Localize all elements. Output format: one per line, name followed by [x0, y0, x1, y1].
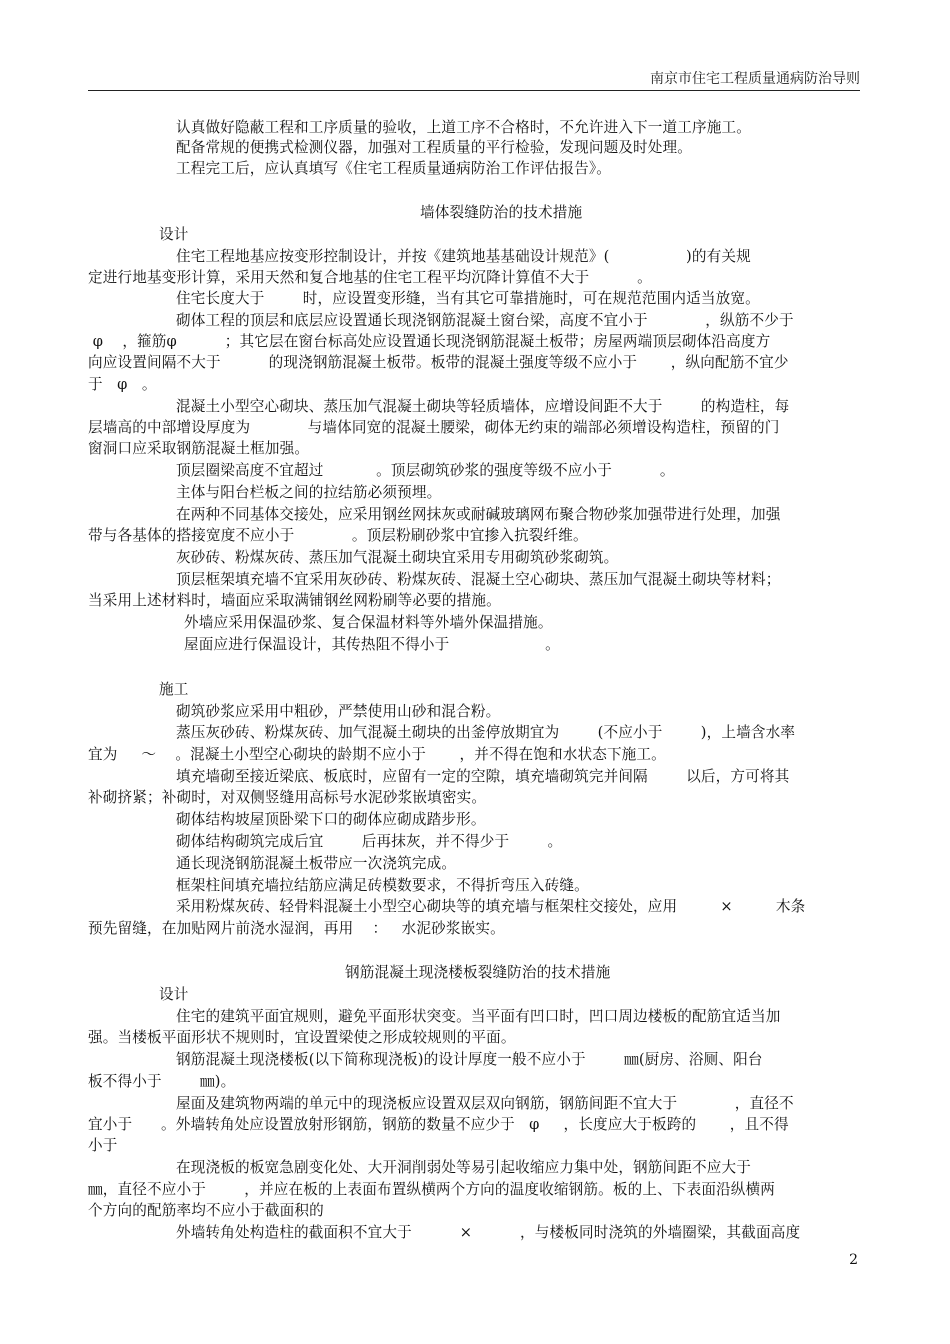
text-line: 工程完工后，应认真填写《住宅工程质量通病防治工作评估报告》。 — [176, 160, 612, 177]
page-header — [88, 68, 860, 91]
text-line: 认真做好隐蔽工程和工序质量的验收，上道工序不合格时，不允许进入下一道工序施工。 — [176, 119, 752, 136]
text-line: 混凝土小型空心砌块、蒸压加气混凝土砌块等轻质墙体，应增设间距不大于 的构造柱，每 — [176, 398, 790, 415]
text-line: 砌体结构坡屋顶卧梁下口的砌体应砌成踏步形。 — [176, 811, 486, 828]
text-line: 外墙转角处构造柱的截面积不宜大于 × ，与楼板同时浇筑的外墙圈梁，其截面高度 — [176, 1224, 801, 1241]
text-line: 顶层圈梁高度不宜超过 。顶层砌筑砂浆的强度等级不应小于 。 — [176, 462, 675, 479]
text-line: 带与各基体的搭接宽度不应小于 。顶层粉刷砂浆中宜掺入抗裂纤维。 — [88, 527, 588, 544]
text-line: 在现浇板的板宽急剧变化处、大开洞削弱处等易引起收缩应力集中处，钢筋间距不应大于 — [176, 1159, 752, 1176]
text-line: 小于 — [88, 1137, 118, 1154]
text-line: 屋面应进行保温设计，其传热阻不得小于 。 — [184, 636, 560, 653]
text-line: 当采用上述材料时，墙面应采取满铺钢丝网粉刷等必要的措施。 — [88, 592, 501, 609]
text-line: 住宅工程地基应按变形控制设计，并按《建筑地基基础设计规范》( )的有关规 — [176, 248, 751, 265]
text-line: 配备常规的便携式检测仪器，加强对工程质量的平行检验，发现问题及时处理。 — [176, 139, 693, 156]
text-line: 定进行地基变形计算，采用天然和复合地基的住宅工程平均沉降计算值不大于 。 — [88, 269, 652, 286]
text-line: 砌筑砂浆应采用中粗砂，严禁使用山砂和混合粉。 — [176, 703, 501, 720]
text-line: 预先留缝，在加贴网片前浇水湿润，再用 ： 水泥砂浆嵌实。 — [88, 920, 505, 937]
text-line: 宜为 ～ 。混凝土小型空心砌块的龄期不应小于 ，并不得在饱和水状态下施工。 — [88, 746, 666, 763]
text-line: 施工 — [159, 681, 189, 698]
header-title: 南京市住宅工程质量通病防治导则 — [650, 71, 860, 87]
text-line: 灰砂砖、粉煤灰砖、蒸压加气混凝土砌块宜采用专用砌筑砂浆砌筑。 — [176, 549, 619, 566]
text-line: 向应设置间隔不大于 的现浇钢筋混凝土板带。板带的混凝土强度等级不应小于 ，纵向配筋不宜少 — [88, 354, 789, 371]
text-line: ㎜，直径不应小于 ，并应在板的上表面布置纵横两个方向的温度收缩钢筋。板的上、下表面沿纵横两 — [88, 1181, 776, 1198]
page-number: 2 — [849, 1252, 858, 1268]
text-line: 蒸压灰砂砖、粉煤灰砖、加气混凝土砌块的出釜停放期宜为 (不应小于 )，上墙含水率 — [176, 724, 796, 741]
text-line: 强。当楼板平面形状不规则时，宜设置梁使之形成较规则的平面。 — [88, 1029, 516, 1046]
text-line: 钢筋混凝土现浇楼板(以下简称现浇板)的设计厚度一般不应小于 ㎜(厨房、浴厕、阳台 — [176, 1051, 763, 1068]
text-line: 外墙应采用保温砂浆、复合保温材料等外墙外保温措施。 — [184, 614, 553, 631]
text-line: 主体与阳台栏板之间的拉结筋必须预埋。 — [176, 484, 442, 501]
text-line: 通长现浇钢筋混凝土板带应一次浇筑完成。 — [176, 855, 457, 872]
text-line: 设计 — [159, 226, 189, 243]
text-line: 窗洞口应采取钢筋混凝土框加强。 — [88, 440, 310, 457]
text-line: 采用粉煤灰砖、轻骨料混凝土小型空心砌块等的填充墙与框架柱交接处，应用 × 木条 — [176, 898, 806, 915]
text-line: 住宅长度大于 时，应设置变形缝，当有其它可靠措施时，可在规范范围内适当放宽。 — [176, 290, 760, 307]
text-line: 钢筋混凝土现浇楼板裂缝防治的技术措施 — [345, 964, 611, 981]
text-line: 顶层框架填充墙不宜采用灰砂砖、粉煤灰砖、混凝土空心砌块、蒸压加气混凝土砌块等材料； — [176, 571, 781, 588]
text-line: 于 φ 。 — [88, 376, 157, 393]
text-line: 住宅的建筑平面宜规则，避免平面形状突变。当平面有凹口时，凹口周边楼板的配筋宜适当加 — [176, 1008, 781, 1025]
text-line: 层墙高的中部增设厚度为 与墙体同宽的混凝土腰梁，砌体无约束的端部必须增设构造柱，预留的门 — [88, 419, 780, 436]
text-line: 屋面及建筑物两端的单元中的现浇板应设置双层双向钢筋，钢筋间距不宜大于 ，直径不 — [176, 1095, 794, 1112]
text-line: 个方向的配筋率均不应小于截面积的 — [88, 1202, 324, 1219]
text-line: 填充墙砌至接近梁底、板底时，应留有一定的空隙，填充墙砌筑完并间隔 以后，方可将其 — [176, 768, 790, 785]
text-line: 设计 — [159, 986, 189, 1003]
text-line: 宜小于 。外墙转角处应设置放射形钢筋，钢筋的数量不应少于 φ ，长度应大于板跨的 ，且不得 — [88, 1116, 789, 1133]
text-line: 砌体结构砌筑完成后宜 后再抹灰，并不得少于 。 — [176, 833, 563, 850]
text-line: 框架柱间填充墙拉结筋应满足砖模数要求，不得折弯压入砖缝。 — [176, 877, 589, 894]
text-line: 墙体裂缝防治的技术措施 — [420, 204, 583, 221]
text-line: 板不得小于 ㎜)。 — [88, 1073, 236, 1090]
text-line: 砌体工程的顶层和底层应设置通长现浇钢筋混凝土窗台梁，高度不宜小于 ，纵筋不少于 — [176, 312, 794, 329]
text-line: φ ，箍筋φ ；其它层在窗台标高处应设置通长现浇钢筋混凝土板带；房屋两端顶层砌体沿高度方 — [88, 333, 771, 350]
text-line: 补砌挤紧；补砌时，对双侧竖缝用高标号水泥砂浆嵌填密实。 — [88, 789, 487, 806]
text-line: 在两种不同基体交接处，应采用钢丝网抹灰或耐碱玻璃网布聚合物砂浆加强带进行处理，加强 — [176, 506, 781, 523]
